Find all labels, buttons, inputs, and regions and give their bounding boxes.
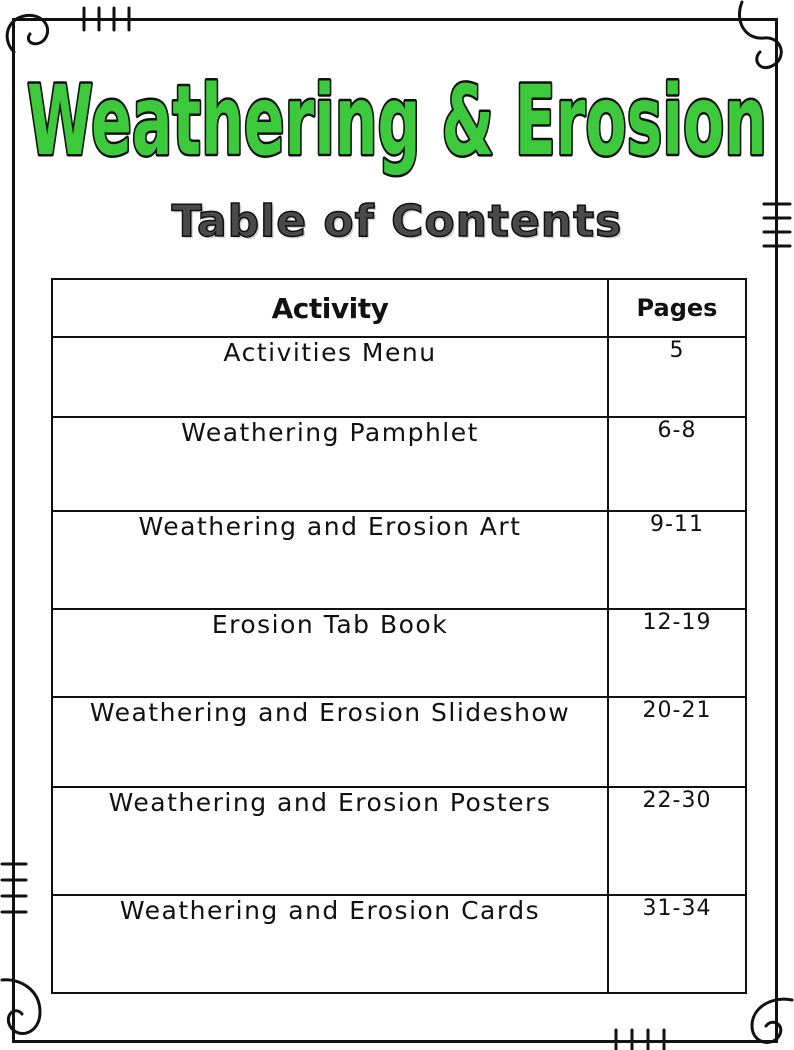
table-header-row — [52, 279, 746, 337]
table-row — [52, 417, 746, 511]
table-row — [52, 787, 746, 895]
bottom-left-curl-icon — [2, 980, 40, 1034]
activity-cell: Erosion Tab Book — [52, 609, 608, 697]
activity-cell: Weathering Pamphlet — [52, 417, 608, 511]
pages-cell: 9-11 — [608, 511, 746, 609]
activity-cell: Weathering and Erosion Posters — [52, 787, 608, 895]
table-row — [52, 511, 746, 609]
table-row — [52, 697, 746, 787]
table-row — [52, 895, 746, 993]
pages-cell: 5 — [608, 337, 746, 417]
contents-table — [51, 278, 747, 994]
top-left-curl-icon — [7, 15, 47, 52]
activity-column-header: Activity — [52, 279, 608, 337]
pages-cell: 22-30 — [608, 787, 746, 895]
title-banner — [0, 52, 794, 182]
pages-cell: 6-8 — [608, 417, 746, 511]
activity-cell: Weathering and Erosion Cards — [52, 895, 608, 993]
table-row — [52, 337, 746, 417]
pages-column-header: Pages — [608, 279, 746, 337]
pages-cell: 12-19 — [608, 609, 746, 697]
activity-cell: Activities Menu — [52, 337, 608, 417]
bottom-right-curl-icon — [752, 999, 792, 1042]
pages-cell: 31-34 — [608, 895, 746, 993]
page-title: Weathering & Erosion — [27, 65, 767, 177]
activity-cell: Weathering and Erosion Art — [52, 511, 608, 609]
table-row — [52, 609, 746, 697]
table-of-contents-heading: Table of Contents — [171, 196, 623, 247]
pages-cell: 20-21 — [608, 697, 746, 787]
activity-cell: Weathering and Erosion Slideshow — [52, 697, 608, 787]
